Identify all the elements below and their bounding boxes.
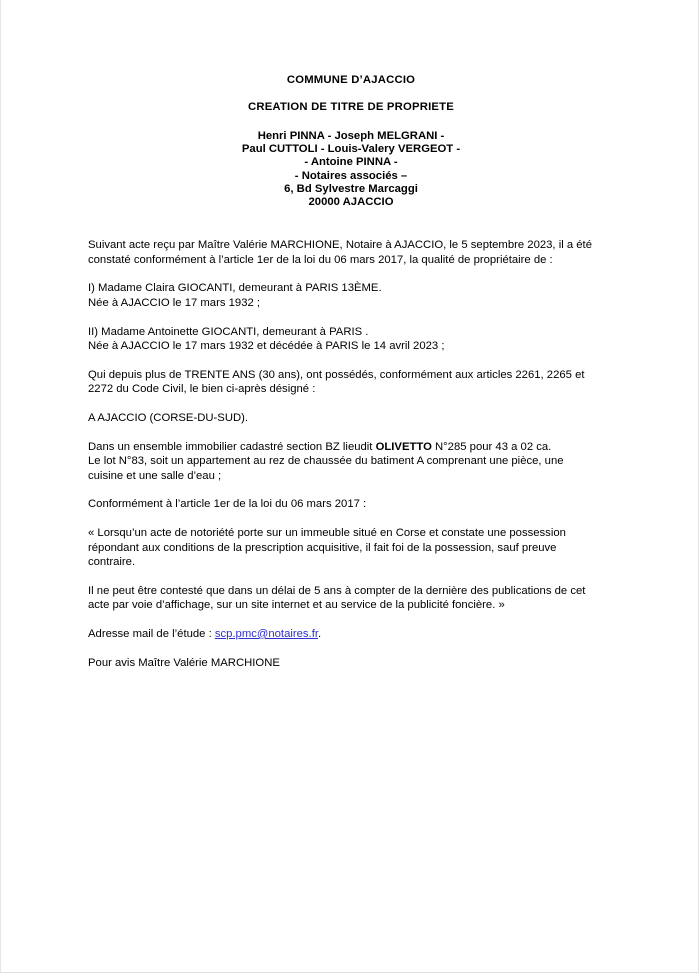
paragraph-intro xyxy=(88,238,614,267)
paragraph-possession xyxy=(88,368,614,397)
paragraph-location xyxy=(88,411,614,426)
cadastre-prefix: Dans un ensemble immobilier cadastré section BZ lieudit xyxy=(88,440,376,453)
cadastre-line xyxy=(88,440,614,455)
property-location: A AJACCIO (CORSE-DU-SUD). xyxy=(88,411,249,424)
document-header xyxy=(88,0,614,209)
paragraph-person-2 xyxy=(88,325,614,354)
notary-address-street: 6, Bd Sylvestre Marcaggi xyxy=(284,182,418,195)
paragraph-email xyxy=(88,627,614,642)
quote-2-line-2: acte par voie d’affichage, sur un site internet et au service de la publicité foncière. » xyxy=(88,599,505,612)
quote-1-line-2: répondant aux conditions de la prescription acquisitive, il fait foi de la possession, sauf preuve xyxy=(88,541,557,554)
lot-line-1: Le lot N°83, soit un appartement au rez de chaussée du batiment A comprenant une pièce, une xyxy=(88,455,564,468)
document-body xyxy=(88,209,614,670)
paragraph-quote-2 xyxy=(88,584,614,613)
person-1-identity: I) Madame Claira GIOCANTI, demeurant à PARIS 13ÈME. xyxy=(88,282,382,295)
quote-2-line-1: Il ne peut être contesté que dans un délai de 5 ans à compter de la dernière des publications de cet xyxy=(88,584,586,597)
person-2-identity: II) Madame Antoinette GIOCANTI, demeurant à PARIS . xyxy=(88,325,369,338)
notary-line-2: Paul CUTTOLI - Louis-Valery VERGEOT - xyxy=(241,143,461,156)
possession-line-1: Qui depuis plus de TRENTE ANS (30 ans), ont possédés, conformément aux articles 2261, 2265 et xyxy=(88,368,585,381)
conformity-line: Conformément à l’article 1er de la loi du 06 mars 2017 : xyxy=(88,498,367,511)
email-link[interactable]: scp.pmc@notaires.fr xyxy=(214,627,318,640)
cadastre-suffix: N°285 pour 43 a 02 ca. xyxy=(431,440,552,453)
cadastre-locality: OLIVETTO xyxy=(375,440,432,453)
notary-office-block xyxy=(88,114,614,209)
person-1-birth: Née à AJACCIO le 17 mars 1932 ; xyxy=(88,297,261,309)
signature-line: Pour avis Maître Valérie MARCHIONE xyxy=(88,656,280,669)
paragraph-signature xyxy=(88,656,614,671)
possession-line-2: 2272 du Code Civil, le bien ci-après désigné : xyxy=(88,383,316,396)
paragraph-property-description xyxy=(88,440,614,484)
notary-address-city: 20000 AJACCIO xyxy=(308,196,394,209)
paragraph-person-1 xyxy=(88,281,614,310)
lot-line-2: cuisine et une salle d’eau ; xyxy=(88,469,222,482)
email-trailing-period: . xyxy=(317,627,322,640)
intro-line-2: constaté conformément à l’article 1er de la loi du 06 mars 2017, la qualité de propriétaire de : xyxy=(88,253,553,266)
notary-line-3: - Antoine PINNA - xyxy=(304,156,398,169)
email-label: Adresse mail de l’étude : xyxy=(88,627,215,640)
paragraph-quote-1 xyxy=(88,526,614,570)
email-line xyxy=(88,627,614,642)
quote-1-line-1: « Lorsqu’un acte de notoriété porte sur un immeuble situé en Corse et constate une possession xyxy=(88,526,566,539)
commune-heading: COMMUNE D’AJACCIO xyxy=(286,74,416,86)
page-title: CREATION DE TITRE DE PROPRIETE xyxy=(247,101,454,113)
document-content xyxy=(88,0,614,684)
intro-line-1: Suivant acte reçu par Maître Valérie MARCHIONE, Notaire à AJACCIO, le 5 septembre 2023, il a été xyxy=(88,239,592,252)
person-2-birth-death: Née à AJACCIO le 17 mars 1932 et décédée à PARIS le 14 avril 2023 ; xyxy=(88,340,445,353)
paragraph-conformity xyxy=(88,497,614,512)
notary-line-1: Henri PINNA - Joseph MELGRANI - xyxy=(257,130,445,142)
quote-1-line-3: contraire. xyxy=(88,556,136,569)
notary-line-4: - Notaires associés – xyxy=(294,169,408,182)
